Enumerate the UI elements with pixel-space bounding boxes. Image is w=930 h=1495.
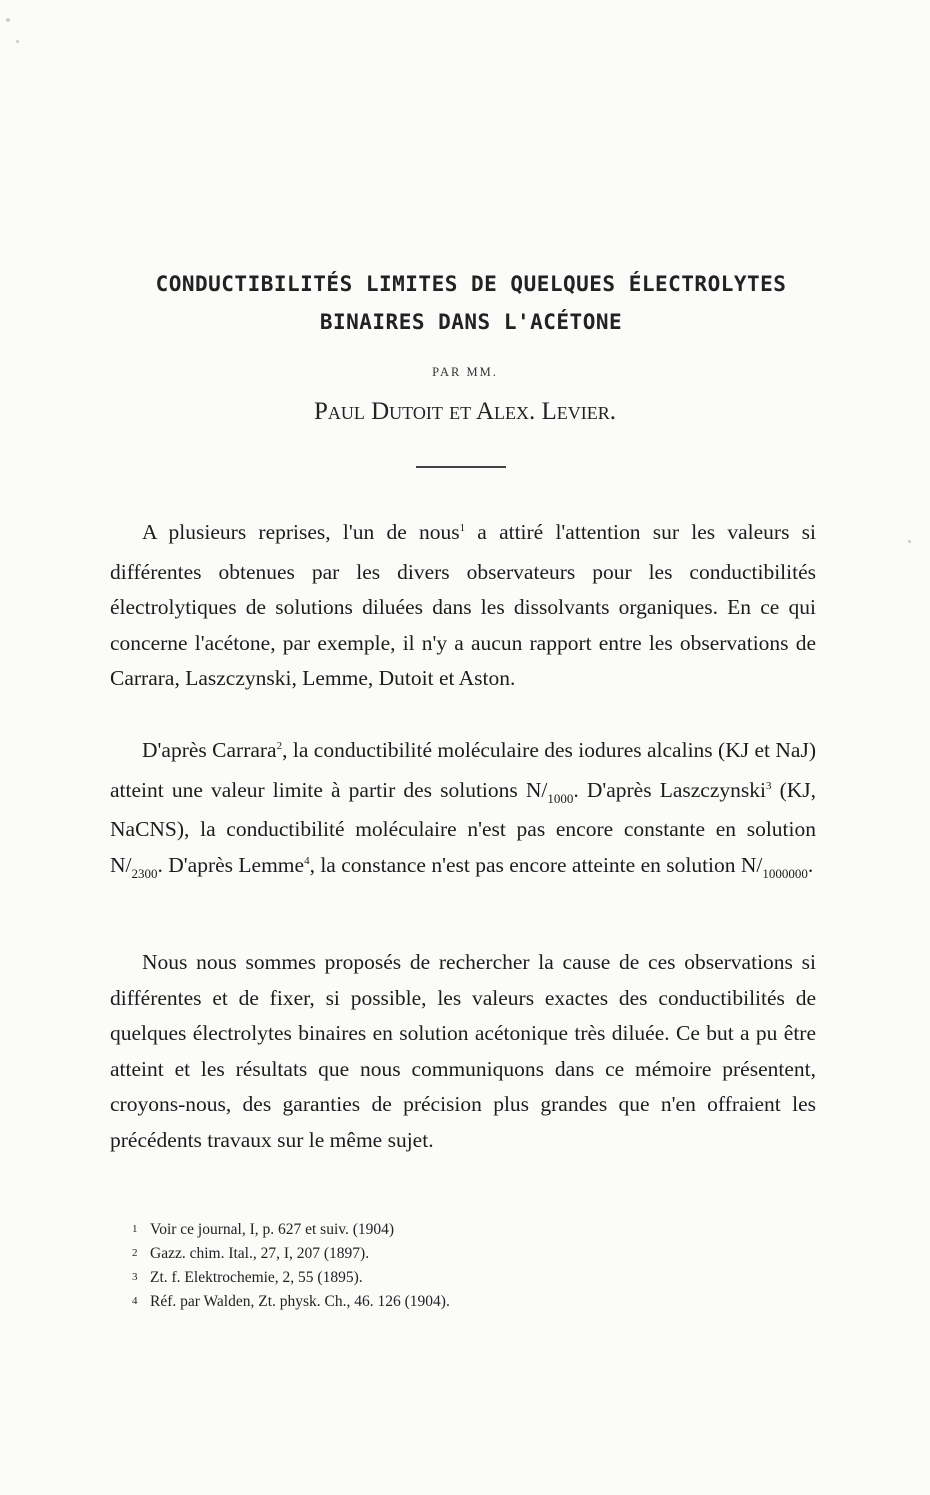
footnote [132, 1218, 732, 1242]
footnote-ref: 2 [276, 740, 283, 752]
byline: PAR MM. [432, 365, 498, 379]
footnotes [132, 1218, 732, 1314]
scan-speck [6, 18, 10, 22]
normality-subscript: 1000000 [762, 865, 808, 881]
paragraph-text: . D'après Lemme [157, 852, 305, 877]
paragraph-1 [110, 515, 816, 697]
paragraph-3 [110, 945, 816, 1158]
normality-subscript: 1000 [547, 790, 574, 806]
scan-speck [16, 40, 19, 43]
section-divider [416, 466, 506, 468]
paragraph-text: . [807, 852, 814, 877]
footnote-ref: 4 [304, 854, 310, 867]
footnote [132, 1266, 732, 1290]
footnote-number: 1 [132, 1223, 138, 1235]
normality-subscript: 2300 [131, 865, 158, 881]
footnote-number: 2 [132, 1247, 138, 1259]
paragraph-text: D'après Carrara [142, 738, 277, 762]
footnote [132, 1242, 732, 1266]
footnote-text: Gazz. chim. Ital., 27, I, 207 (1897). [150, 1245, 370, 1262]
scan-speck [908, 540, 911, 543]
footnote [132, 1290, 732, 1314]
paragraph-text: a attiré l'attention sur les valeurs si différentes obtenues par les divers observateurs pour les conductibilités électrolytiques de solutions diluées dans les dissolvants organiques. En ce qui concerne l'acétone, par exemple, il n'y a aucun rapport entre les observations de Carrara, Laszczynski, Lemme, Dutoit et Aston. [110, 520, 816, 690]
article-title-line-1: CONDUCTIBILITÉS LIMITES DE QUELQUES ÉLECTROLYTES [155, 272, 787, 296]
paragraph-text: , la constance n'est pas encore atteinte en solution N/ [309, 852, 763, 877]
article-title-line-2: BINAIRES DANS L'ACÉTONE [319, 310, 623, 334]
footnote-text: Réf. par Walden, Zt. physk. Ch., 46. 126 (1904). [150, 1293, 450, 1310]
footnote-ref: 1 [459, 522, 466, 534]
paragraph-text: . D'après Laszczynski [573, 777, 766, 802]
footnote-text: Zt. f. Elektrochemie, 2, 55 (1895). [150, 1269, 363, 1286]
footnote-text: Voir ce journal, I, p. 627 et suiv. (1904) [150, 1221, 395, 1238]
paragraph-2 [110, 733, 816, 887]
authors: Paul Dutoit et Alex. Levier. [313, 398, 617, 425]
paragraph-text: , la conductibilité moléculaire des iodures alcalins (KJ et NaJ) atteint une valeur limite à partir des solutions N/ [110, 738, 816, 802]
paragraph-text: A plusieurs reprises, l'un de nous [142, 520, 460, 544]
paragraph-text: (KJ, NaCNS), la conductibilité moléculaire n'est pas encore constante en solution N/ [110, 777, 816, 877]
footnote-ref: 3 [765, 779, 772, 792]
footnote-number: 4 [132, 1295, 138, 1307]
footnote-number: 3 [132, 1271, 138, 1283]
paragraph-text: Nous nous sommes proposés de rechercher la cause de ces observations si différentes et de fixer, si possible, les valeurs exactes des conductibilités de quelques électrolytes binaires en solution acétonique très diluée. Ce but a pu être atteint et les résultats que nous communiquons dans ce mémoire présentent, croyons-nous, des garanties de précision plus grandes que n'en offraient les précédents travaux sur le même sujet. [110, 950, 816, 1152]
